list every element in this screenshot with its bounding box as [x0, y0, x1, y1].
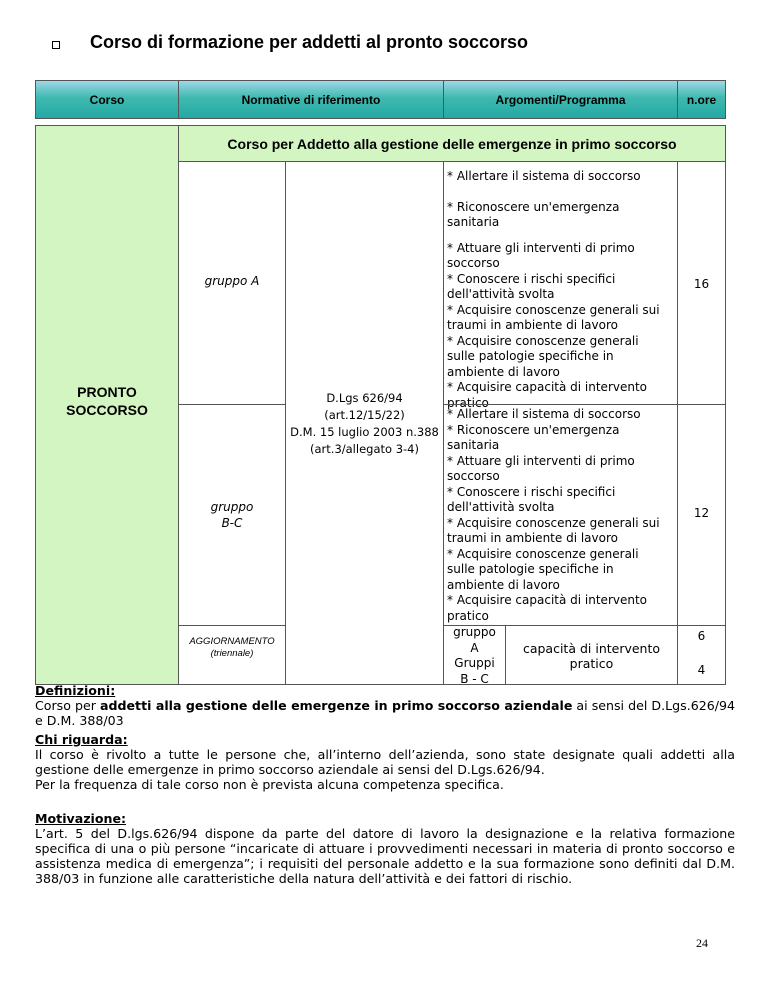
target-note: Per la frequenza di tale corso non è prevista alcuna competenza specifica.: [35, 777, 504, 792]
header-corso: Corso: [35, 80, 179, 119]
definitions-title: Definizioni:: [35, 683, 116, 698]
hours-a: 16: [693, 277, 710, 291]
header-argomenti: Argomenti/Programma: [443, 80, 678, 119]
motivation-title: Motivazione:: [35, 811, 127, 826]
course-banner: Corso per Addetto alla gestione delle emergenze in primo soccorso: [178, 125, 726, 162]
motivation-section: [35, 811, 735, 886]
definitions-text: Corso per addetti alla gestione delle emergenze in primo soccorso aziendale ai sensi del D.Lgs.626/94 e D.M. 388/03: [35, 698, 736, 728]
course-name: PRONTO SOCCORSO: [66, 384, 148, 418]
target-text: Il corso è rivolto a tutte le persone che, all’interno dell’azienda, sono state designate quali addetti alla gestione delle emergenze in primo soccorso aziendale ai sensi del D.Lgs.626/94.: [35, 747, 735, 777]
target-title: Chi riguarda:: [35, 732, 128, 747]
motivation-text: L’art. 5 del D.lgs.626/94 dispone da parte del datore di lavoro la designazione e la relativa formazione specifica di una o più persone “incaricate di attuare i provvedimenti necessari in materia di pronto soccorso e assistenza medica di emergenza”; i requisiti del personale addetto e la sua formazione sono definiti dal D.M. 388/03 in funzione alle caratteristiche della natura dell’attività e dei fattori di rischio.: [35, 826, 735, 886]
group-bc-label: gruppo B-C: [210, 500, 254, 530]
aggiornamento-label: AGGIORNAMENTO (triennale): [189, 636, 275, 659]
agg-groups: gruppo A Gruppi B - C: [453, 625, 496, 686]
hours-agg-bc: 4: [697, 663, 706, 677]
page-number: 24: [696, 936, 708, 950]
header-normative: Normative di riferimento: [178, 80, 444, 119]
definitions-section: [35, 683, 735, 728]
topics-bc: * Allertare il sistema di soccorso * Riconoscere un'emergenza sanitaria * Attuare gli interventi di primo soccorso * Conoscere i rischi specifici dell'attività svolta * Acquisire conoscenze generali sui traumi in ambiente di lavoro * Acquisire conoscenze generali sulle patologie specifiche in ambiente di lavoro * Acquisire capacità di intervento pratico: [447, 407, 660, 623]
target-section: [35, 732, 735, 792]
bullet-square-icon: [52, 41, 60, 49]
hours-bc: 12: [693, 506, 710, 520]
group-a-label: gruppo A: [204, 274, 260, 288]
normative-text: D.Lgs 626/94 (art.12/15/22) D.M. 15 luglio 2003 n.388 (art.3/allegato 3-4): [290, 391, 439, 456]
section-heading: Corso di formazione per addetti al pronto soccorso: [90, 32, 529, 52]
topics-a: * Allertare il sistema di soccorso * Riconoscere un'emergenza sanitaria * Attuare gli interventi di primo soccorso * Conoscere i rischi specifici dell'attività svolta * Acquisire conoscenze generali sui traumi in ambiente di lavoro * Acquisire conoscenze generali sulle patologie specifiche in ambiente di lavoro * Acquisire capacità di intervento pratico: [447, 169, 660, 410]
hours-agg-a: 6: [697, 629, 706, 643]
agg-topic: capacità di intervento pratico: [522, 641, 661, 671]
header-ore: n.ore: [677, 80, 726, 119]
